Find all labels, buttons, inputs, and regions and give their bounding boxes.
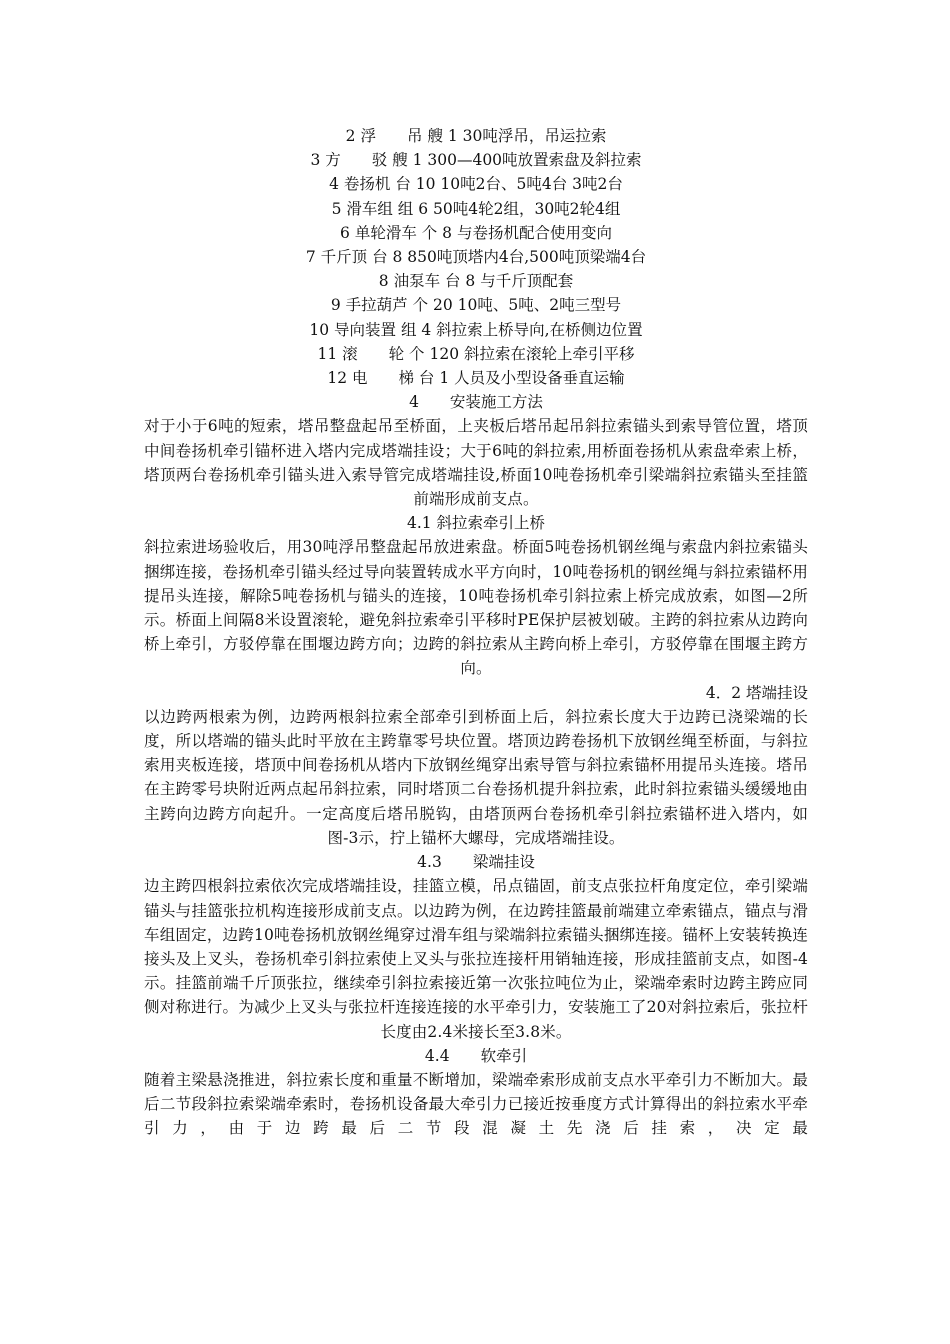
- table-row: 11 滚 轮 个 120 斜拉索在滚轮上牵引平移: [317, 344, 635, 363]
- table-row: 2 浮 吊 艘 1 30吨浮吊，吊运拉索: [345, 127, 607, 145]
- section-paragraph: 随着主梁悬浇推进，斜拉索长度和重量不断增加，梁端牵索形成前支点水平牵引力不断加大。最后二节段斜拉索梁端牵索时，卷扬机设备最大牵引力已接近按垂度方式计算得出的斜拉索水平牵引力，由于边跨最后二节段混凝土先浇后挂索，决定最: [144, 1070, 808, 1138]
- section-paragraph: 对于小于6吨的短索，塔吊整盘起吊至桥面，上夹板后塔吊起吊斜拉索锚头到索导管位置，塔顶中间卷扬机牵引锚杯进入塔内完成塔端挂设；大于6吨的斜拉索,用桥面卷扬机从索盘牵索上桥，塔顶两台卷扬机牵引锚头进入索导管完成塔端挂设,桥面10吨卷扬机牵引梁端斜拉索锚头至挂篮前端形成前支点。: [144, 417, 808, 509]
- document-body: [144, 124, 808, 1141]
- equipment-table: [144, 124, 808, 390]
- section-heading: 4．2 塔端挂设: [705, 683, 808, 702]
- table-row: 8 油泵车 台 8 与千斤顶配套: [378, 272, 574, 291]
- section-heading: 4.1 斜拉索牵引上桥: [406, 514, 546, 533]
- table-row: 3 方 驳 艘 1 300—400吨放置索盘及斜拉索: [310, 151, 642, 170]
- section-heading: 4 安装施工方法: [409, 393, 543, 412]
- table-row: 7 千斤顶 台 8 850吨顶塔内4台,500吨顶梁端4台: [305, 248, 647, 267]
- section-paragraph: 斜拉索进场验收后，用30吨浮吊整盘起吊放进索盘。桥面5吨卷扬机钢丝绳与索盘内斜拉索锚头捆绑连接，卷扬机牵引锚头经过导向装置转成水平方向时，10吨卷扬机的钢丝绳与斜拉索锚杯用提吊头连接，解除5吨卷扬机与锚头的连接，10吨卷扬机牵引斜拉索上桥完成放索，如图—2所示。桥面上间隔8米设置滚轮，避免斜拉索牵引平移时PE保护层被划破。主跨的斜拉索从边跨向桥上牵引，方驳停靠在围堰边跨方向；边跨的斜拉索从主跨向桥上牵引，方驳停靠在围堰主跨方向。: [144, 538, 808, 678]
- table-row: 5 滑车组 组 6 50吨4轮2组，30吨2轮4组: [331, 199, 621, 218]
- table-row: 10 导向装置 组 4 斜拉索上桥导向,在桥侧边位置: [309, 320, 643, 339]
- section-heading: 4.3 梁端挂设: [417, 853, 535, 872]
- table-row: 6 单轮滑车 个 8 与卷扬机配合使用变向: [340, 223, 612, 242]
- section-paragraph: 边主跨四根斜拉索依次完成塔端挂设，挂篮立模，吊点锚固，前支点张拉杆角度定位，牵引梁端锚头与挂篮张拉机构连接形成前支点。以边跨为例，在边跨挂篮最前端建立牵索锚点，锚点与滑车组固定，边跨10吨卷扬机放钢丝绳穿过滑车组与梁端斜拉索锚头捆绑连接。锚杯上安装转换连接头及上叉头，卷扬机牵引斜拉索使上叉头与张拉连接杆用销轴连接，形成挂篮前支点，如图-4示。挂篮前端千斤顶张拉，继续牵引斜拉索接近第一次张拉吨位为止，梁端牵索时边跨主跨应同侧对称进行。为减少上叉头与张拉杆连接连接的水平牵引力，安装施工了20对斜拉索后，张拉杆长度由2.4米接长至3.8米。: [144, 877, 808, 1041]
- table-row: 9 手拉葫芦 个 20 10吨、5吨、2吨三型号: [330, 296, 622, 315]
- table-row: 4 卷扬机 台 10 10吨2台、5吨4台 3吨2台: [329, 175, 623, 194]
- section-paragraph: 以边跨两根索为例，边跨两根斜拉索全部牵引到桥面上后，斜拉索长度大于边跨已浇梁端的长度，所以塔端的锚头此时平放在主跨靠零号块位置。塔顶边跨卷扬机下放钢丝绳至桥面，与斜拉索用夹板连接，塔顶中间卷扬机从塔内下放钢丝绳穿出索导管与斜拉索锚杯用提吊头连接。塔吊在主跨零号块附近两点起吊斜拉索，同时塔顶二台卷扬机提升斜拉索，此时斜拉索锚头缓缓地由主跨向边跨方向起升。一定高度后塔吊脱钩，由塔顶两台卷扬机牵引斜拉索锚杯进入塔内，如图-3示，拧上锚杯大螺母，完成塔端挂设。: [144, 707, 808, 847]
- table-row: 12 电 梯 台 1 人员及小型设备垂直运输: [327, 369, 625, 388]
- section-heading: 4.4 软牵引: [424, 1046, 528, 1065]
